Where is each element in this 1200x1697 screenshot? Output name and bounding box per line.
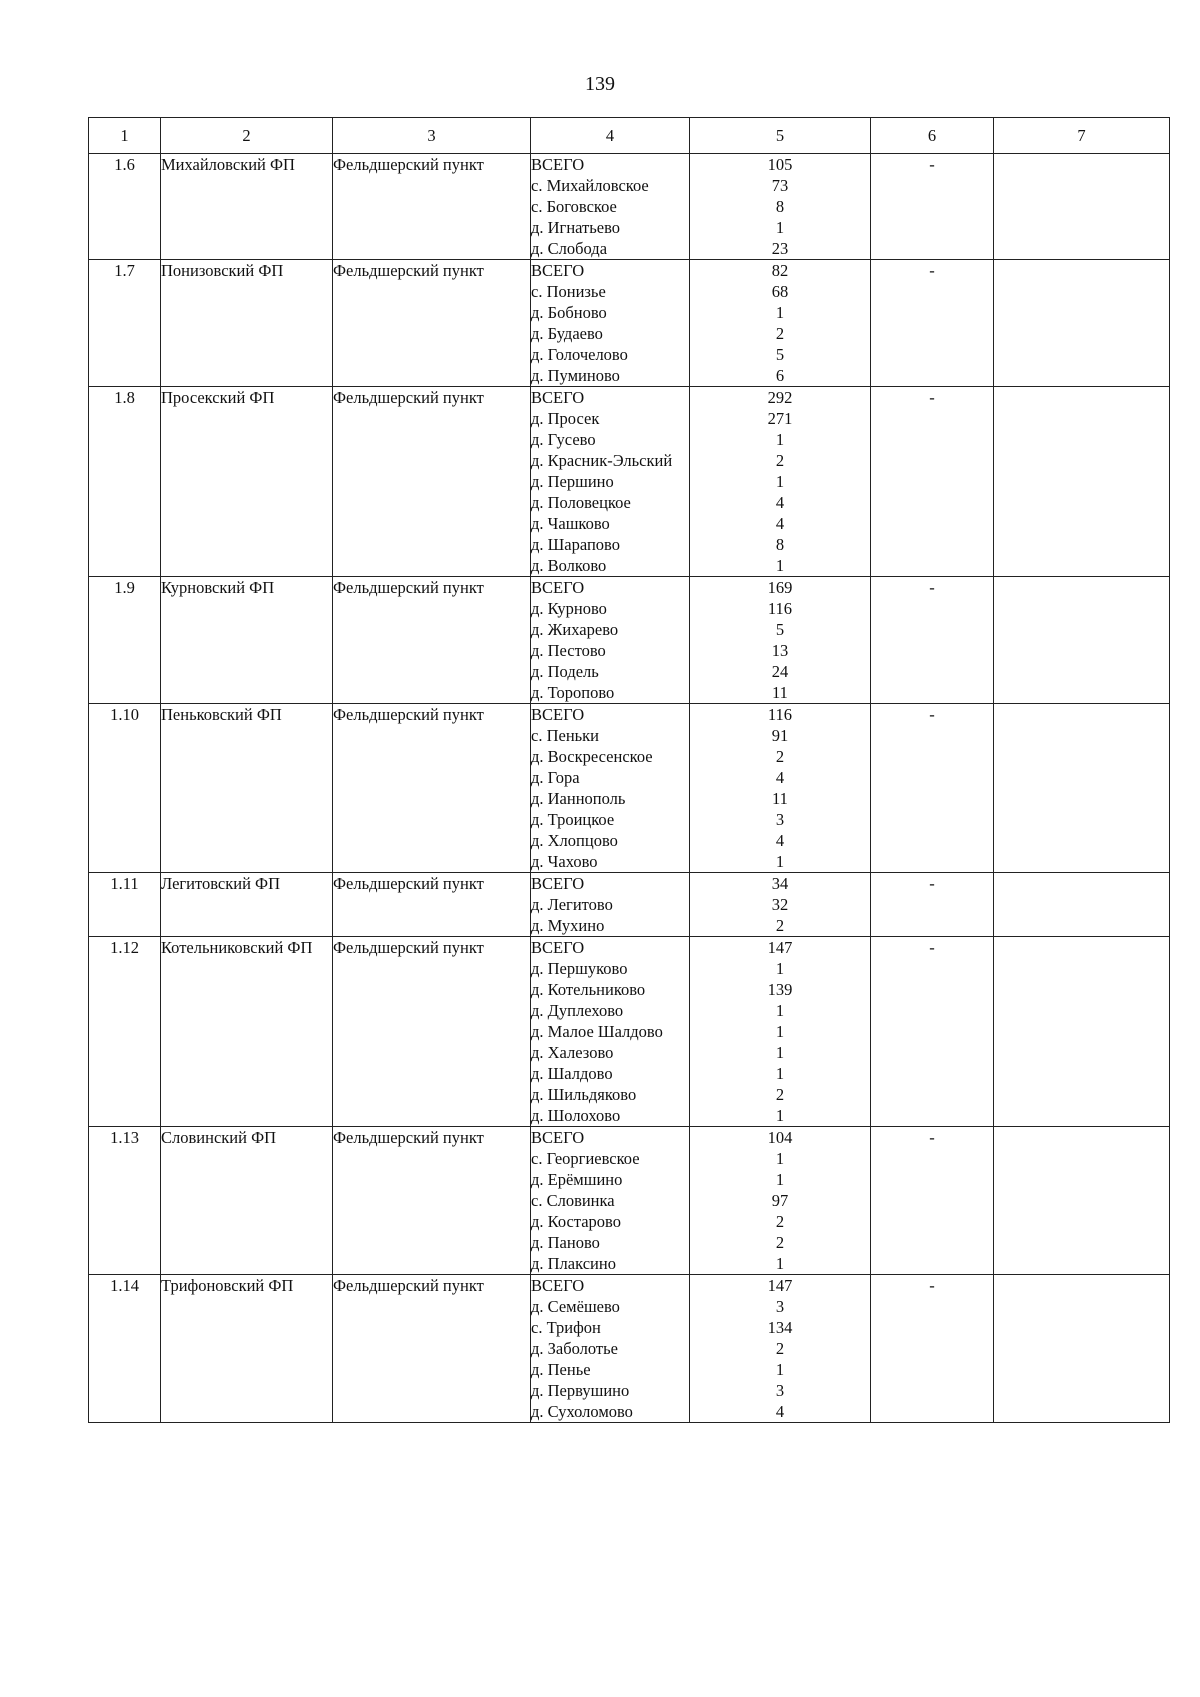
total-label: ВСЕГО	[531, 1276, 585, 1295]
total-count: 104	[767, 1128, 793, 1147]
settlement-name: д. Жихарево	[531, 620, 619, 639]
column-header-2: 2	[161, 118, 333, 154]
settlement-count: 2	[775, 1233, 785, 1252]
total-count: 105	[767, 155, 793, 174]
settlement-name: д. Костарово	[531, 1212, 621, 1231]
settlement-count: 11	[772, 683, 788, 702]
column-7-value	[994, 1275, 1170, 1423]
total-label: ВСЕГО	[531, 261, 585, 280]
settlement-name: с. Михайловское	[531, 176, 649, 195]
column-header-4: 4	[531, 118, 690, 154]
table-row	[89, 937, 1170, 1127]
settlement-count: 4	[775, 831, 785, 850]
facility-name: Трифоновский ФП	[161, 1275, 333, 1423]
column-7-value	[994, 260, 1170, 387]
facility-name: Словинский ФП	[161, 1127, 333, 1275]
settlement-count: 5	[775, 345, 785, 364]
settlements-cell	[531, 1275, 690, 1423]
total-label: ВСЕГО	[531, 705, 585, 724]
settlement-count: 1	[775, 1170, 785, 1189]
table-row	[89, 873, 1170, 937]
row-number: 1.12	[89, 937, 161, 1127]
table-row	[89, 260, 1170, 387]
settlement-count: 116	[767, 599, 793, 618]
column-6-value: -	[871, 154, 994, 260]
column-7-value	[994, 937, 1170, 1127]
settlement-name: д. Шалдово	[531, 1064, 613, 1083]
settlement-name: д. Троицкое	[531, 810, 615, 829]
facility-type: Фельдшерский пункт	[333, 704, 531, 873]
settlement-count: 2	[775, 747, 785, 766]
facility-name: Михайловский ФП	[161, 154, 333, 260]
settlements-cell	[531, 577, 690, 704]
settlement-count: 11	[772, 789, 788, 808]
row-number: 1.6	[89, 154, 161, 260]
column-6-value: -	[871, 260, 994, 387]
counts-cell	[690, 387, 871, 577]
settlement-name: д. Подель	[531, 662, 599, 681]
row-number: 1.10	[89, 704, 161, 873]
column-7-value	[994, 873, 1170, 937]
settlements-cell	[531, 154, 690, 260]
settlement-count: 1	[775, 1022, 785, 1041]
counts-cell	[690, 704, 871, 873]
facility-name: Понизовский ФП	[161, 260, 333, 387]
settlement-count: 1	[775, 430, 785, 449]
settlement-count: 32	[771, 895, 789, 914]
settlement-name: с. Пеньки	[531, 726, 600, 745]
column-header-6: 6	[871, 118, 994, 154]
settlement-name: д. Шолохово	[531, 1106, 621, 1125]
settlement-name: с. Понизье	[531, 282, 606, 301]
total-count: 292	[767, 388, 793, 407]
settlement-count: 1	[775, 472, 785, 491]
table-row	[89, 387, 1170, 577]
settlement-name: д. Пуминово	[531, 366, 620, 385]
settlement-name: д. Халезово	[531, 1043, 614, 1062]
settlement-name: д. Курново	[531, 599, 607, 618]
settlement-count: 1	[775, 852, 785, 871]
row-number: 1.9	[89, 577, 161, 704]
facility-name: Котельниковский ФП	[161, 937, 333, 1127]
settlement-count: 1	[775, 1254, 785, 1273]
counts-cell	[690, 260, 871, 387]
settlement-name: д. Гора	[531, 768, 580, 787]
column-6-value: -	[871, 577, 994, 704]
settlement-name: д. Будаево	[531, 324, 603, 343]
column-7-value	[994, 387, 1170, 577]
settlement-count: 5	[775, 620, 785, 639]
counts-cell	[690, 154, 871, 260]
settlement-name: д. Малое Шалдово	[531, 1022, 663, 1041]
column-7-value	[994, 704, 1170, 873]
settlement-name: д. Легитово	[531, 895, 613, 914]
settlement-name: д. Чашково	[531, 514, 610, 533]
facility-type: Фельдшерский пункт	[333, 1275, 531, 1423]
facility-name: Курновский ФП	[161, 577, 333, 704]
settlement-name: д. Гусево	[531, 430, 596, 449]
settlement-count: 2	[775, 916, 785, 935]
facility-name: Просекский ФП	[161, 387, 333, 577]
facility-type: Фельдшерский пункт	[333, 154, 531, 260]
settlements-cell	[531, 387, 690, 577]
settlement-name: с. Трифон	[531, 1318, 601, 1337]
settlement-name: д. Первушино	[531, 1381, 630, 1400]
counts-cell	[690, 1127, 871, 1275]
settlement-name: с. Георгиевское	[531, 1149, 640, 1168]
settlements-cell	[531, 704, 690, 873]
settlement-name: д. Торопово	[531, 683, 615, 702]
settlement-count: 68	[771, 282, 789, 301]
settlement-count: 8	[775, 197, 785, 216]
settlement-count: 8	[775, 535, 785, 554]
table-row	[89, 704, 1170, 873]
counts-cell	[690, 937, 871, 1127]
settlement-name: д. Паново	[531, 1233, 600, 1252]
column-6-value: -	[871, 387, 994, 577]
settlement-count: 2	[775, 1212, 785, 1231]
settlements-cell	[531, 873, 690, 937]
settlement-count: 24	[771, 662, 789, 681]
page-number: 139	[585, 73, 615, 95]
column-7-value	[994, 577, 1170, 704]
settlement-count: 2	[775, 451, 785, 470]
facility-type: Фельдшерский пункт	[333, 873, 531, 937]
settlements-cell	[531, 260, 690, 387]
table-row	[89, 154, 1170, 260]
row-number: 1.11	[89, 873, 161, 937]
column-6-value: -	[871, 937, 994, 1127]
total-label: ВСЕГО	[531, 388, 585, 407]
total-label: ВСЕГО	[531, 874, 585, 893]
settlement-count: 1	[775, 218, 785, 237]
settlement-count: 23	[771, 239, 789, 258]
settlement-name: д. Половецкое	[531, 493, 631, 512]
settlement-name: д. Просек	[531, 409, 600, 428]
settlement-count: 139	[767, 980, 793, 999]
settlement-count: 1	[775, 556, 785, 575]
counts-cell	[690, 873, 871, 937]
settlement-name: д. Семёшево	[531, 1297, 620, 1316]
settlement-name: д. Голочелово	[531, 345, 628, 364]
settlement-count: 134	[767, 1318, 793, 1337]
facility-type: Фельдшерский пункт	[333, 260, 531, 387]
total-count: 147	[767, 1276, 793, 1295]
settlement-count: 73	[771, 176, 789, 195]
total-count: 169	[767, 578, 793, 597]
table-body	[89, 154, 1170, 1423]
total-count: 147	[767, 938, 793, 957]
settlement-name: д. Заболотье	[531, 1339, 618, 1358]
facility-name: Легитовский ФП	[161, 873, 333, 937]
column-6-value: -	[871, 1127, 994, 1275]
settlement-name: д. Красник-Эльский	[531, 451, 673, 470]
settlement-name: д. Воскресенское	[531, 747, 653, 766]
settlement-count: 1	[775, 959, 785, 978]
settlement-count: 3	[775, 810, 785, 829]
table-row	[89, 1275, 1170, 1423]
settlement-count: 4	[775, 493, 785, 512]
table-row	[89, 1127, 1170, 1275]
settlement-name: с. Словинка	[531, 1191, 615, 1210]
row-number: 1.8	[89, 387, 161, 577]
column-7-value	[994, 1127, 1170, 1275]
total-label: ВСЕГО	[531, 578, 585, 597]
settlement-name: д. Бобново	[531, 303, 607, 322]
settlement-name: д. Волково	[531, 556, 607, 575]
settlement-count: 1	[775, 1360, 785, 1379]
settlement-name: д. Сухоломово	[531, 1402, 633, 1421]
table-row	[89, 577, 1170, 704]
total-label: ВСЕГО	[531, 938, 585, 957]
settlement-name: д. Першино	[531, 472, 614, 491]
settlement-count: 1	[775, 1043, 785, 1062]
settlement-count: 2	[775, 1339, 785, 1358]
settlement-name: д. Игнатьево	[531, 218, 621, 237]
settlement-name: д. Дуплехово	[531, 1001, 624, 1020]
total-count: 82	[771, 261, 789, 280]
counts-cell	[690, 1275, 871, 1423]
settlement-name: д. Першуково	[531, 959, 628, 978]
settlement-name: д. Чахово	[531, 852, 598, 871]
column-header-3: 3	[333, 118, 531, 154]
facility-type: Фельдшерский пункт	[333, 577, 531, 704]
settlement-name: д. Ерёмшино	[531, 1170, 623, 1189]
counts-cell	[690, 577, 871, 704]
settlement-count: 97	[771, 1191, 789, 1210]
row-number: 1.7	[89, 260, 161, 387]
row-number: 1.14	[89, 1275, 161, 1423]
settlement-count: 1	[775, 1149, 785, 1168]
settlement-count: 2	[775, 1085, 785, 1104]
settlement-name: д. Слобода	[531, 239, 608, 258]
settlement-count: 4	[775, 768, 785, 787]
column-header-5: 5	[690, 118, 871, 154]
settlements-cell	[531, 1127, 690, 1275]
settlement-count: 1	[775, 1106, 785, 1125]
settlement-count: 2	[775, 324, 785, 343]
settlement-count: 13	[771, 641, 789, 660]
settlement-count: 1	[775, 1064, 785, 1083]
header-row	[89, 118, 1170, 154]
column-6-value: -	[871, 704, 994, 873]
settlement-count: 271	[767, 409, 793, 428]
settlement-name: д. Плаксино	[531, 1254, 616, 1273]
total-count: 116	[767, 705, 793, 724]
settlement-name: д. Котельниково	[531, 980, 646, 999]
settlement-name: д. Пестово	[531, 641, 606, 660]
settlement-name: с. Боговское	[531, 197, 617, 216]
settlement-count: 1	[775, 303, 785, 322]
settlements-cell	[531, 937, 690, 1127]
facilities-table	[88, 117, 1170, 1423]
total-label: ВСЕГО	[531, 1128, 585, 1147]
settlement-count: 4	[775, 1402, 785, 1421]
settlement-name: д. Пенье	[531, 1360, 591, 1379]
facility-type: Фельдшерский пункт	[333, 937, 531, 1127]
settlement-name: д. Ианнополь	[531, 789, 626, 808]
settlement-name: д. Шарапово	[531, 535, 620, 554]
settlement-name: д. Хлопцово	[531, 831, 618, 850]
total-label: ВСЕГО	[531, 155, 585, 174]
settlement-count: 1	[775, 1001, 785, 1020]
column-6-value: -	[871, 873, 994, 937]
settlement-name: д. Шильдяково	[531, 1085, 637, 1104]
facility-name: Пеньковский ФП	[161, 704, 333, 873]
facility-type: Фельдшерский пункт	[333, 1127, 531, 1275]
settlement-count: 3	[775, 1381, 785, 1400]
column-header-1: 1	[89, 118, 161, 154]
column-7-value	[994, 154, 1170, 260]
settlement-count: 4	[775, 514, 785, 533]
settlement-name: д. Мухино	[531, 916, 605, 935]
column-header-7: 7	[994, 118, 1170, 154]
facility-type: Фельдшерский пункт	[333, 387, 531, 577]
settlement-count: 91	[771, 726, 789, 745]
settlement-count: 3	[775, 1297, 785, 1316]
settlement-count: 6	[775, 366, 785, 385]
column-6-value: -	[871, 1275, 994, 1423]
row-number: 1.13	[89, 1127, 161, 1275]
total-count: 34	[771, 874, 789, 893]
